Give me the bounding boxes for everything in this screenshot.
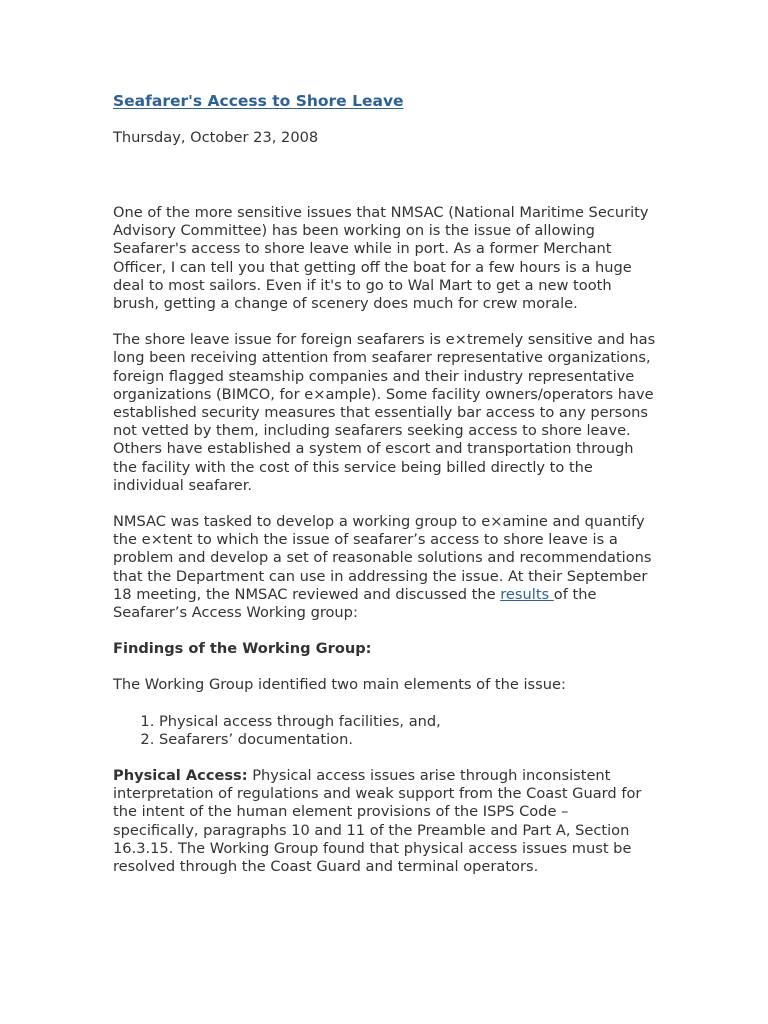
results-link[interactable]: results	[500, 585, 554, 603]
physical-access-text: Physical access issues arise through inconsistent interpretation of regulations and weak support from the Coast Guard for the intent of the human element provisions of the ISPS Code – specifically, paragraphs 10 and 11 of the Preamble and Part A, Section 16.3.15. The Working Group found that physical access issues must be resolved through the Coast Guard and terminal operators.	[113, 767, 642, 876]
paragraph-shore-leave-issue: The shore leave issue for foreign seafarers is e×tremely sensitive and has long been receiving attention from seafarer representative organizations, foreign flagged steamship companies and their industry representative organizations (BIMCO, for e×ample). Some facility owners/operators have established security measures that essentially bar access to any persons not vetted by them, including seafarers seeking access to shore leave. Others have established a system of escort and transportation through the facility with the cost of this service being billed directly to the individual seafarer.	[113, 331, 656, 494]
physical-access-label: Physical Access:	[113, 767, 248, 785]
paragraph-working-group-text: NMSAC was tasked to develop a working group to e×amine and quantify the e×tent to which the issue of seafarer’s access to shore leave is a problem and develop a set of reasonable solutions and recommendations that the Department can use in addressing the issue. At their September 18 meeting, the NMSAC reviewed and discussed the	[113, 513, 652, 603]
list-item: 1. Physical access through facilities, and,	[159, 713, 658, 731]
list-item: 2. Seafarers’ documentation.	[159, 731, 658, 749]
paragraph-main-elements: The Working Group identified two main elements of the issue:	[113, 676, 566, 694]
article-body	[113, 204, 658, 876]
elements-list	[113, 713, 658, 749]
post-date: Thursday, October 23, 2008	[113, 129, 319, 146]
article	[113, 91, 658, 876]
paragraph-working-group-tail: of the Seafarer’s Access Working group:	[113, 585, 597, 622]
paragraph-working-group	[113, 513, 658, 622]
paragraph-intro: One of the more sensitive issues that NMSAC (National Maritime Security Advisory Committee) has been working on is the issue of allowing Seafarer's access to shore leave while in port. As a former Merchant Officer, I can tell you that getting off the boat for a few hours is a huge deal to most sailors. Even if it's to go to Wal Mart to get a new tooth brush, getting a change of scenery does much for crew morale.	[113, 204, 649, 313]
article-title-link[interactable]: Seafarer's Access to Shore Leave	[113, 92, 404, 110]
paragraph-physical-access	[113, 767, 658, 876]
findings-heading: Findings of the Working Group:	[113, 640, 372, 658]
